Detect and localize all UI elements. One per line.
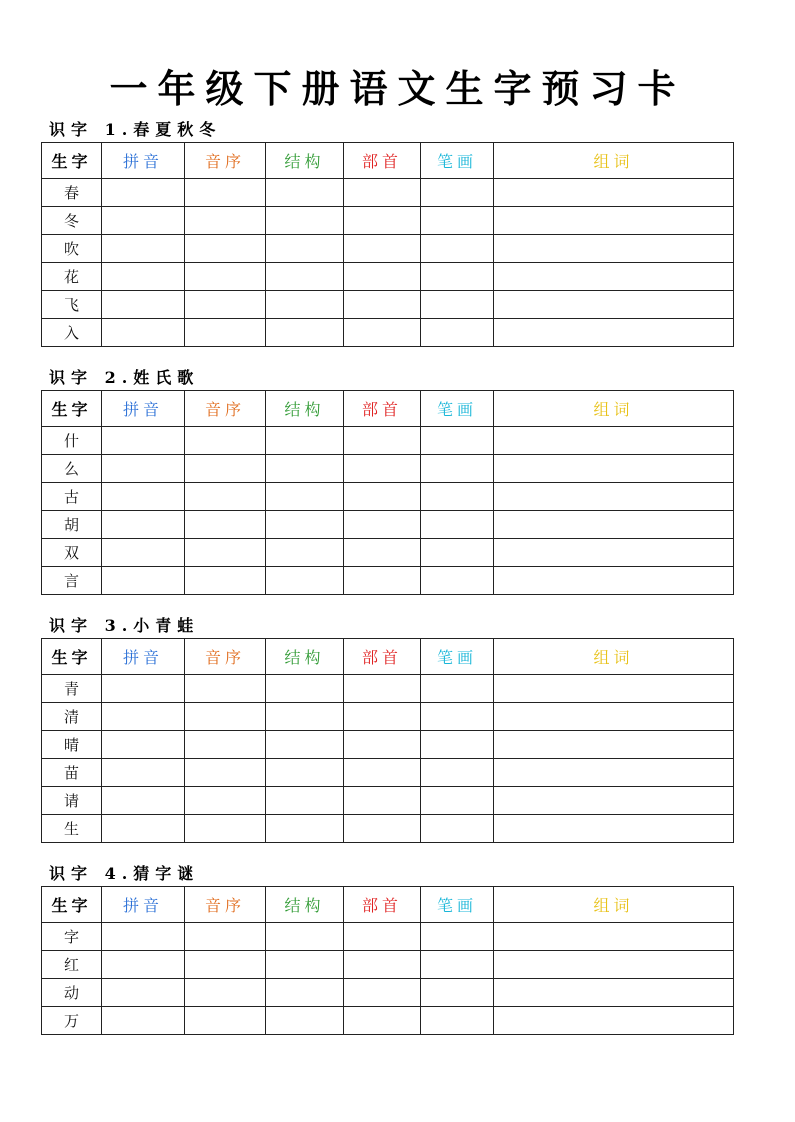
blank-cell[interactable] xyxy=(344,815,421,843)
table-row xyxy=(42,263,734,291)
preview-table xyxy=(41,638,734,843)
blank-cell[interactable] xyxy=(266,979,344,1007)
blank-cell[interactable] xyxy=(102,207,185,235)
blank-cell[interactable] xyxy=(344,759,421,787)
table-row xyxy=(42,207,734,235)
column-header: 拼音 xyxy=(102,639,185,675)
column-header: 结构 xyxy=(266,391,344,427)
blank-cell[interactable] xyxy=(185,787,266,815)
blank-cell[interactable] xyxy=(494,207,734,235)
blank-cell[interactable] xyxy=(266,427,344,455)
lesson-heading: 识字 2.姓氏歌 xyxy=(49,368,200,387)
blank-cell[interactable] xyxy=(266,235,344,263)
table-row xyxy=(42,455,734,483)
column-header: 音序 xyxy=(185,391,266,427)
blank-cell[interactable] xyxy=(102,455,185,483)
blank-cell[interactable] xyxy=(102,235,185,263)
blank-cell[interactable] xyxy=(344,539,421,567)
blank-cell[interactable] xyxy=(266,731,344,759)
blank-cell[interactable] xyxy=(102,263,185,291)
header-row xyxy=(42,639,734,675)
character-cell: 花 xyxy=(42,263,102,291)
blank-cell[interactable] xyxy=(421,1007,494,1035)
blank-cell[interactable] xyxy=(102,291,185,319)
blank-cell[interactable] xyxy=(185,179,266,207)
blank-cell[interactable] xyxy=(421,815,494,843)
column-header: 音序 xyxy=(185,887,266,923)
preview-table xyxy=(41,142,734,347)
blank-cell[interactable] xyxy=(185,1007,266,1035)
blank-cell[interactable] xyxy=(344,787,421,815)
column-header: 笔画 xyxy=(421,639,494,675)
page-title: 一年级下册语文生字预习卡 xyxy=(109,66,686,111)
blank-cell[interactable] xyxy=(102,1007,185,1035)
table-row xyxy=(42,319,734,347)
column-header: 拼音 xyxy=(102,887,185,923)
blank-cell[interactable] xyxy=(344,483,421,511)
header-row xyxy=(42,391,734,427)
table-row xyxy=(42,951,734,979)
lesson-heading: 识字 4.猜字谜 xyxy=(49,864,200,883)
character-cell: 言 xyxy=(42,567,102,595)
blank-cell[interactable] xyxy=(185,923,266,951)
blank-cell[interactable] xyxy=(266,567,344,595)
blank-cell[interactable] xyxy=(344,567,421,595)
lesson-heading: 识字 1.春夏秋冬 xyxy=(49,120,222,139)
blank-cell[interactable] xyxy=(266,291,344,319)
column-header: 生字 xyxy=(42,639,102,675)
blank-cell[interactable] xyxy=(185,951,266,979)
lesson-section xyxy=(41,118,733,347)
blank-cell[interactable] xyxy=(494,731,734,759)
column-header: 组词 xyxy=(494,143,734,179)
blank-cell[interactable] xyxy=(102,703,185,731)
blank-cell[interactable] xyxy=(344,731,421,759)
character-cell: 苗 xyxy=(42,759,102,787)
blank-cell[interactable] xyxy=(266,815,344,843)
blank-cell[interactable] xyxy=(421,483,494,511)
lesson-heading: 识字 3.小青蛙 xyxy=(49,616,200,635)
character-cell: 双 xyxy=(42,539,102,567)
column-header: 笔画 xyxy=(421,887,494,923)
blank-cell[interactable] xyxy=(266,759,344,787)
blank-cell[interactable] xyxy=(102,951,185,979)
blank-cell[interactable] xyxy=(266,319,344,347)
column-header: 音序 xyxy=(185,639,266,675)
blank-cell[interactable] xyxy=(185,427,266,455)
header-row xyxy=(42,143,734,179)
blank-cell[interactable] xyxy=(185,511,266,539)
blank-cell[interactable] xyxy=(421,235,494,263)
blank-cell[interactable] xyxy=(494,1007,734,1035)
column-header: 音序 xyxy=(185,143,266,179)
blank-cell[interactable] xyxy=(185,979,266,1007)
blank-cell[interactable] xyxy=(494,291,734,319)
column-header: 组词 xyxy=(494,887,734,923)
blank-cell[interactable] xyxy=(344,319,421,347)
blank-cell[interactable] xyxy=(102,759,185,787)
blank-cell[interactable] xyxy=(185,675,266,703)
blank-cell[interactable] xyxy=(494,923,734,951)
character-cell: 冬 xyxy=(42,207,102,235)
lesson-section xyxy=(41,862,733,1035)
character-cell: 古 xyxy=(42,483,102,511)
character-cell: 入 xyxy=(42,319,102,347)
blank-cell[interactable] xyxy=(421,787,494,815)
blank-cell[interactable] xyxy=(344,455,421,483)
column-header: 结构 xyxy=(266,143,344,179)
column-header: 拼音 xyxy=(102,143,185,179)
blank-cell[interactable] xyxy=(102,539,185,567)
blank-cell[interactable] xyxy=(421,703,494,731)
blank-cell[interactable] xyxy=(494,979,734,1007)
blank-cell[interactable] xyxy=(421,455,494,483)
blank-cell[interactable] xyxy=(102,483,185,511)
blank-cell[interactable] xyxy=(102,815,185,843)
blank-cell[interactable] xyxy=(421,923,494,951)
blank-cell[interactable] xyxy=(494,427,734,455)
blank-cell[interactable] xyxy=(266,263,344,291)
column-header: 生字 xyxy=(42,887,102,923)
table-row xyxy=(42,235,734,263)
blank-cell[interactable] xyxy=(494,675,734,703)
blank-cell[interactable] xyxy=(494,787,734,815)
blank-cell[interactable] xyxy=(421,539,494,567)
blank-cell[interactable] xyxy=(102,979,185,1007)
blank-cell[interactable] xyxy=(185,815,266,843)
blank-cell[interactable] xyxy=(266,703,344,731)
blank-cell[interactable] xyxy=(344,951,421,979)
blank-cell[interactable] xyxy=(102,179,185,207)
table-row xyxy=(42,731,734,759)
character-cell: 春 xyxy=(42,179,102,207)
blank-cell[interactable] xyxy=(344,979,421,1007)
character-cell: 请 xyxy=(42,787,102,815)
column-header: 部首 xyxy=(344,639,421,675)
blank-cell[interactable] xyxy=(185,263,266,291)
table-row xyxy=(42,291,734,319)
character-cell: 晴 xyxy=(42,731,102,759)
character-cell: 吹 xyxy=(42,235,102,263)
blank-cell[interactable] xyxy=(185,483,266,511)
table-row xyxy=(42,427,734,455)
character-cell: 么 xyxy=(42,455,102,483)
blank-cell[interactable] xyxy=(266,787,344,815)
column-header: 组词 xyxy=(494,639,734,675)
blank-cell[interactable] xyxy=(185,207,266,235)
column-header: 笔画 xyxy=(421,143,494,179)
blank-cell[interactable] xyxy=(185,319,266,347)
blank-cell[interactable] xyxy=(185,455,266,483)
column-header: 部首 xyxy=(344,887,421,923)
blank-cell[interactable] xyxy=(102,319,185,347)
blank-cell[interactable] xyxy=(494,815,734,843)
character-cell: 胡 xyxy=(42,511,102,539)
blank-cell[interactable] xyxy=(344,703,421,731)
blank-cell[interactable] xyxy=(421,179,494,207)
header-row xyxy=(42,887,734,923)
table-row xyxy=(42,787,734,815)
preview-table xyxy=(41,390,734,595)
blank-cell[interactable] xyxy=(344,235,421,263)
blank-cell[interactable] xyxy=(185,291,266,319)
table-row xyxy=(42,567,734,595)
table-row xyxy=(42,923,734,951)
blank-cell[interactable] xyxy=(494,511,734,539)
table-row xyxy=(42,1007,734,1035)
blank-cell[interactable] xyxy=(266,455,344,483)
character-cell: 清 xyxy=(42,703,102,731)
preview-table xyxy=(41,886,734,1035)
character-cell: 什 xyxy=(42,427,102,455)
character-cell: 动 xyxy=(42,979,102,1007)
table-row xyxy=(42,539,734,567)
blank-cell[interactable] xyxy=(494,455,734,483)
blank-cell[interactable] xyxy=(102,511,185,539)
table-row xyxy=(42,703,734,731)
blank-cell[interactable] xyxy=(344,1007,421,1035)
blank-cell[interactable] xyxy=(421,263,494,291)
character-cell: 红 xyxy=(42,951,102,979)
blank-cell[interactable] xyxy=(494,951,734,979)
blank-cell[interactable] xyxy=(185,703,266,731)
blank-cell[interactable] xyxy=(421,427,494,455)
blank-cell[interactable] xyxy=(102,923,185,951)
blank-cell[interactable] xyxy=(494,539,734,567)
blank-cell[interactable] xyxy=(421,567,494,595)
blank-cell[interactable] xyxy=(494,759,734,787)
blank-cell[interactable] xyxy=(266,207,344,235)
blank-cell[interactable] xyxy=(185,567,266,595)
character-cell: 字 xyxy=(42,923,102,951)
blank-cell[interactable] xyxy=(266,483,344,511)
blank-cell[interactable] xyxy=(421,759,494,787)
blank-cell[interactable] xyxy=(344,291,421,319)
blank-cell[interactable] xyxy=(421,951,494,979)
column-header: 部首 xyxy=(344,143,421,179)
blank-cell[interactable] xyxy=(266,539,344,567)
table-row xyxy=(42,179,734,207)
column-header: 部首 xyxy=(344,391,421,427)
blank-cell[interactable] xyxy=(185,539,266,567)
blank-cell[interactable] xyxy=(102,567,185,595)
blank-cell[interactable] xyxy=(266,511,344,539)
blank-cell[interactable] xyxy=(185,235,266,263)
character-cell: 飞 xyxy=(42,291,102,319)
table-row xyxy=(42,815,734,843)
blank-cell[interactable] xyxy=(421,319,494,347)
blank-cell[interactable] xyxy=(494,567,734,595)
blank-cell[interactable] xyxy=(266,951,344,979)
lesson-section xyxy=(41,614,733,843)
table-row xyxy=(42,483,734,511)
blank-cell[interactable] xyxy=(266,179,344,207)
blank-cell[interactable] xyxy=(266,675,344,703)
character-cell: 万 xyxy=(42,1007,102,1035)
blank-cell[interactable] xyxy=(266,923,344,951)
blank-cell[interactable] xyxy=(494,235,734,263)
blank-cell[interactable] xyxy=(494,703,734,731)
blank-cell[interactable] xyxy=(344,427,421,455)
blank-cell[interactable] xyxy=(344,263,421,291)
column-header: 拼音 xyxy=(102,391,185,427)
blank-cell[interactable] xyxy=(102,427,185,455)
character-cell: 青 xyxy=(42,675,102,703)
blank-cell[interactable] xyxy=(494,263,734,291)
column-header: 生字 xyxy=(42,391,102,427)
blank-cell[interactable] xyxy=(185,759,266,787)
blank-cell[interactable] xyxy=(421,207,494,235)
blank-cell[interactable] xyxy=(344,179,421,207)
blank-cell[interactable] xyxy=(494,483,734,511)
blank-cell[interactable] xyxy=(494,319,734,347)
blank-cell[interactable] xyxy=(421,979,494,1007)
table-row xyxy=(42,979,734,1007)
blank-cell[interactable] xyxy=(344,923,421,951)
blank-cell[interactable] xyxy=(421,291,494,319)
blank-cell[interactable] xyxy=(494,179,734,207)
blank-cell[interactable] xyxy=(421,731,494,759)
blank-cell[interactable] xyxy=(185,731,266,759)
blank-cell[interactable] xyxy=(344,207,421,235)
column-header: 结构 xyxy=(266,887,344,923)
blank-cell[interactable] xyxy=(102,675,185,703)
blank-cell[interactable] xyxy=(102,787,185,815)
table-row xyxy=(42,759,734,787)
table-row xyxy=(42,675,734,703)
blank-cell[interactable] xyxy=(344,675,421,703)
blank-cell[interactable] xyxy=(344,511,421,539)
column-header: 笔画 xyxy=(421,391,494,427)
column-header: 生字 xyxy=(42,143,102,179)
table-row xyxy=(42,511,734,539)
character-cell: 生 xyxy=(42,815,102,843)
lesson-section xyxy=(41,366,733,595)
column-header: 结构 xyxy=(266,639,344,675)
column-header: 组词 xyxy=(494,391,734,427)
blank-cell[interactable] xyxy=(421,511,494,539)
blank-cell[interactable] xyxy=(102,731,185,759)
blank-cell[interactable] xyxy=(266,1007,344,1035)
blank-cell[interactable] xyxy=(421,675,494,703)
